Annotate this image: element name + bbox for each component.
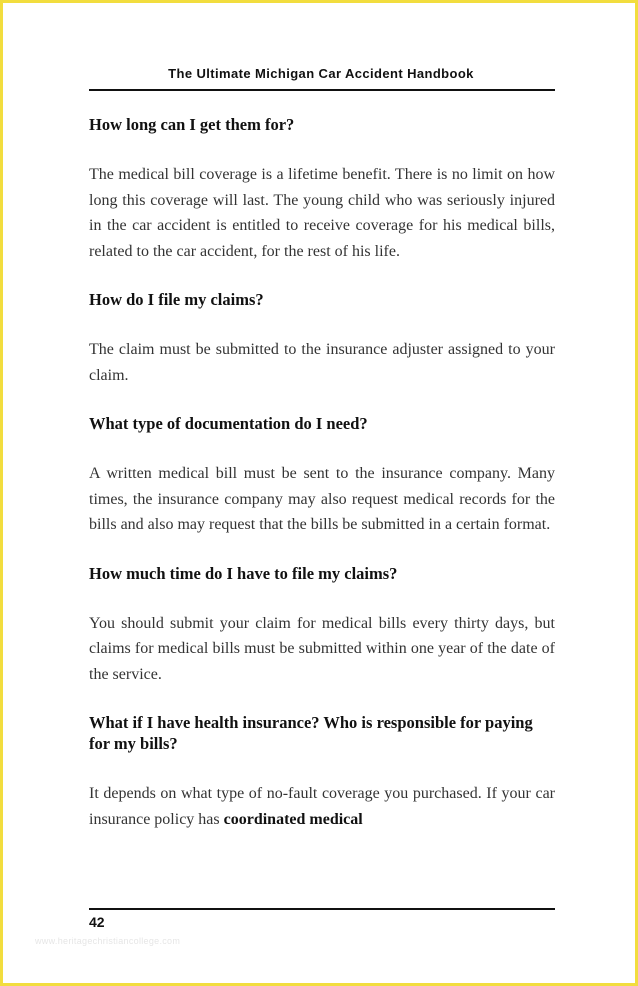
running-header-title: The Ultimate Michigan Car Accident Handbook	[168, 66, 474, 81]
answer-paragraph	[89, 781, 555, 832]
answer-text: It depends on what type of no-fault coverage you purchased. If your car insurance policy has	[89, 785, 555, 828]
footer-rule	[89, 908, 555, 910]
answer-paragraph: A written medical bill must be sent to the insurance company. Many times, the insurance company may also request medical records for the bills and also may request that the bills be submitted in a certain format.	[89, 465, 555, 533]
question-heading: How do I file my claims?	[89, 290, 264, 309]
question-heading: How long can I get them for?	[89, 115, 295, 134]
question-heading: What if I have health insurance? Who is responsible for paying for my bills?	[89, 713, 533, 753]
header-rule	[89, 89, 555, 91]
answer-paragraph: The medical bill coverage is a lifetime benefit. There is no limit on how long this coverage will last. The young child who was seriously injured in the car accident is entitled to receive coverage for his medical bills, related to the car accident, for the rest of his life.	[89, 166, 555, 260]
question-heading: How much time do I have to file my claims?	[89, 563, 398, 583]
answer-paragraph: You should submit your claim for medical bills every thirty days, but claims for medical bills must be submitted within one year of the date of the service.	[89, 614, 555, 683]
answer-paragraph: The claim must be submitted to the insurance adjuster assigned to your claim.	[89, 341, 555, 384]
answer-bold-term: coordinated medical	[223, 810, 363, 828]
page-body	[89, 114, 555, 832]
watermark-text: www.heritagechristiancollege.com	[35, 936, 181, 946]
page-number: 42	[89, 914, 105, 930]
question-heading: What type of documentation do I need?	[89, 414, 368, 433]
